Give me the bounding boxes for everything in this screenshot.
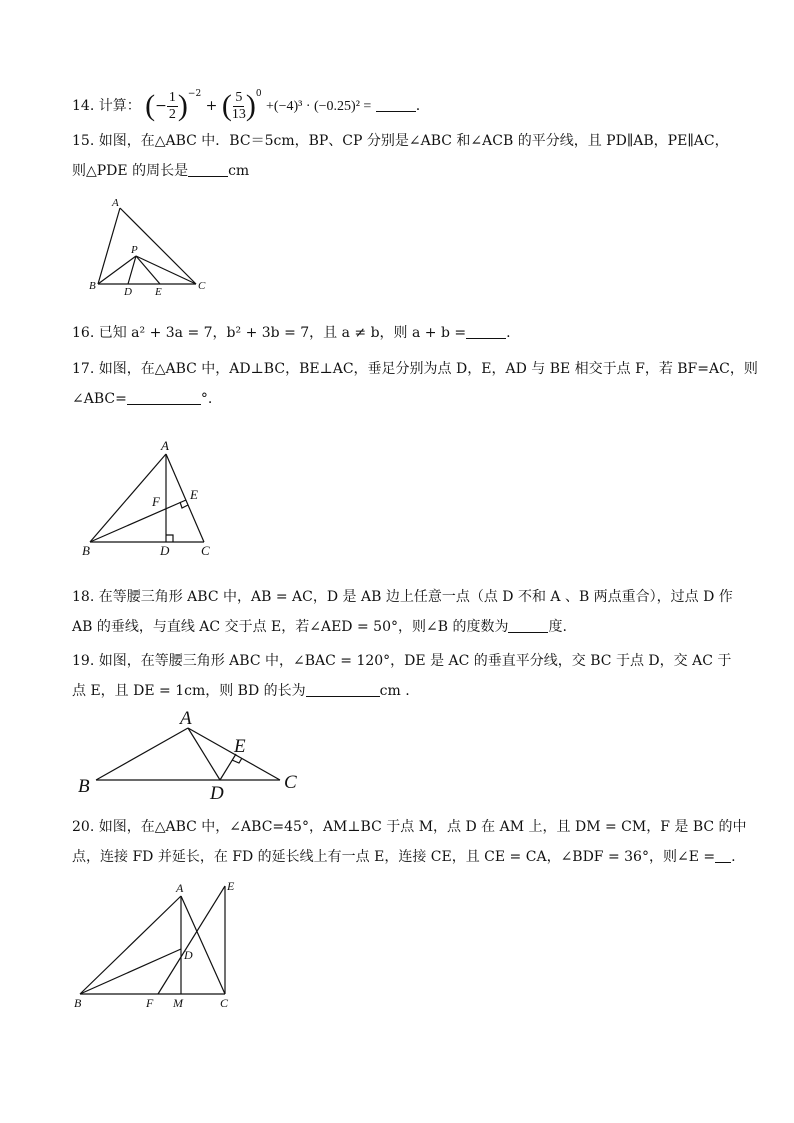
q15-label-b: B xyxy=(89,280,96,292)
q19-label-b: B xyxy=(78,776,90,797)
question-15 xyxy=(72,126,732,186)
q18-line-1: 18. 在等腰三角形 ABC 中，AB = AC，D 是 AB 边上任意一点（点 D 不和 A 、B 两点重合），过点 D 作 xyxy=(72,589,733,605)
q15-pe xyxy=(136,256,160,284)
q14-minus: − xyxy=(155,98,167,114)
q20-side-ab xyxy=(80,896,181,994)
q20-answer-blank[interactable] xyxy=(715,846,731,863)
q19-line-2: 点 E，且 DE = 1cm，则 BD 的长为 cm . xyxy=(72,676,732,706)
q18-line-2: AB 的垂线，与直线 AC 交于点 E，若∠AED = 50°，则∠B 的度数为 度. xyxy=(72,612,732,642)
q20-line-1: 20. 如图，在△ABC 中，∠ABC=45°，AM⊥BC 于点 M，点 D 在 AM 上，且 DM = CM，F 是 BC 的中 xyxy=(72,819,747,835)
q19-segment-de xyxy=(220,754,236,780)
q20-line-2: 点，连接 FD 并延长，在 FD 的延长线上有一点 E，连接 CE，且 CE = CA，∠BDF = 36°，则∠E = . xyxy=(72,842,732,872)
q17-altitude-be xyxy=(90,500,186,542)
q14-fraction-2: $\frac{5}{13}$ xyxy=(231,89,246,122)
q15-pd xyxy=(128,256,136,284)
q14-right-paren-1: ) xyxy=(177,89,188,122)
q20-label-m: M xyxy=(173,996,183,1010)
q20-label-a: A xyxy=(176,881,184,895)
q14-end: . xyxy=(415,98,421,114)
q19-label-d: D xyxy=(210,783,224,804)
q14-right-paren-2: ) xyxy=(245,89,256,122)
q17-figure xyxy=(80,436,220,560)
q15-label-c: C xyxy=(198,280,206,292)
q20-label-f: F xyxy=(146,996,154,1010)
q17-label-d: D xyxy=(160,543,170,558)
q20-segment-bd xyxy=(80,949,181,994)
q19-figure xyxy=(76,706,336,802)
q17-answer-blank[interactable] xyxy=(127,388,201,405)
question-19 xyxy=(72,646,732,706)
q15-label-d: D xyxy=(124,286,132,298)
q14-left-paren-2: ( xyxy=(221,89,232,122)
q19-label-e: E xyxy=(234,736,246,757)
q17-side-ac xyxy=(166,454,204,542)
q19-label-a: A xyxy=(180,708,192,729)
q15-side-ab xyxy=(98,208,120,284)
q14-fraction-1: $\frac{1}{2}$ xyxy=(168,89,176,122)
q17-line-1: 17. 如图，在△ABC 中，AD⊥BC，BE⊥AC，垂足分别为点 D，E，AD 与 BE 相交于点 F，若 BF=AC，则 xyxy=(72,361,758,377)
q20-segment-fe xyxy=(158,886,225,994)
q17-right-angle-d xyxy=(166,535,173,542)
q15-label-a: A xyxy=(112,197,119,209)
q15-figure xyxy=(84,194,214,298)
q14-answer-blank[interactable] xyxy=(376,95,416,112)
q20-side-ac xyxy=(181,896,225,994)
question-18 xyxy=(72,582,732,642)
q19-answer-blank[interactable] xyxy=(306,680,380,697)
q17-label-f: F xyxy=(152,494,160,509)
q19-label-c: C xyxy=(284,772,297,793)
q14-exponent-1: −2 xyxy=(187,89,202,99)
q15-bp xyxy=(98,256,136,284)
q16-answer-blank[interactable] xyxy=(466,322,506,339)
q17-label-c: C xyxy=(201,543,210,558)
q19-segment-ad xyxy=(188,728,220,780)
q15-answer-blank[interactable] xyxy=(188,160,228,177)
q15-label-p: P xyxy=(131,244,138,256)
q20-label-b: B xyxy=(74,996,82,1010)
q17-line-2: ∠ABC= °. xyxy=(72,384,732,414)
q20-figure xyxy=(70,876,250,1014)
q14-expression-tail: +(−4)³ · (−0.25)² = xyxy=(266,99,372,114)
q15-cp xyxy=(136,256,196,284)
question-14 xyxy=(72,76,732,125)
q20-label-e: E xyxy=(227,879,235,893)
question-16: 16. 已知 a² + 3a = 7，b² + 3b = 7，且 a ≠ b，则 a + b = . xyxy=(72,318,732,348)
q15-label-e: E xyxy=(155,286,162,298)
question-17 xyxy=(72,354,758,414)
q14-plus: + xyxy=(205,98,218,114)
q16-text: 已知 a² + 3a = 7，b² + 3b = 7，且 a ≠ b，则 a + b = xyxy=(98,325,467,341)
q18-answer-blank[interactable] xyxy=(508,616,548,633)
q17-label-a: A xyxy=(161,438,169,453)
q17-label-e: E xyxy=(190,487,198,502)
q15-line-2: 则△PDE 的周长是 cm xyxy=(72,156,732,186)
q20-label-c: C xyxy=(220,996,229,1010)
q19-side-ab xyxy=(96,728,188,780)
q14-exponent-2: 0 xyxy=(255,89,262,99)
q15-line-1: 15. 如图，在△ABC 中．BC＝5cm，BP、CP 分别是∠ABC 和∠ACB 的平分线，且 PD∥AB，PE∥AC， xyxy=(72,133,729,149)
q17-label-b: B xyxy=(82,543,90,558)
q14-left-paren-1: ( xyxy=(145,89,156,122)
question-20 xyxy=(72,812,747,872)
q14-number: 14. xyxy=(72,98,95,114)
q20-label-d: D xyxy=(184,948,193,962)
q19-line-1: 19. 如图，在等腰三角形 ABC 中，∠BAC = 120°，DE 是 AC 的垂直平分线，交 BC 于点 D，交 AC 于 xyxy=(72,653,732,669)
q14-label: 计算： xyxy=(98,98,141,114)
